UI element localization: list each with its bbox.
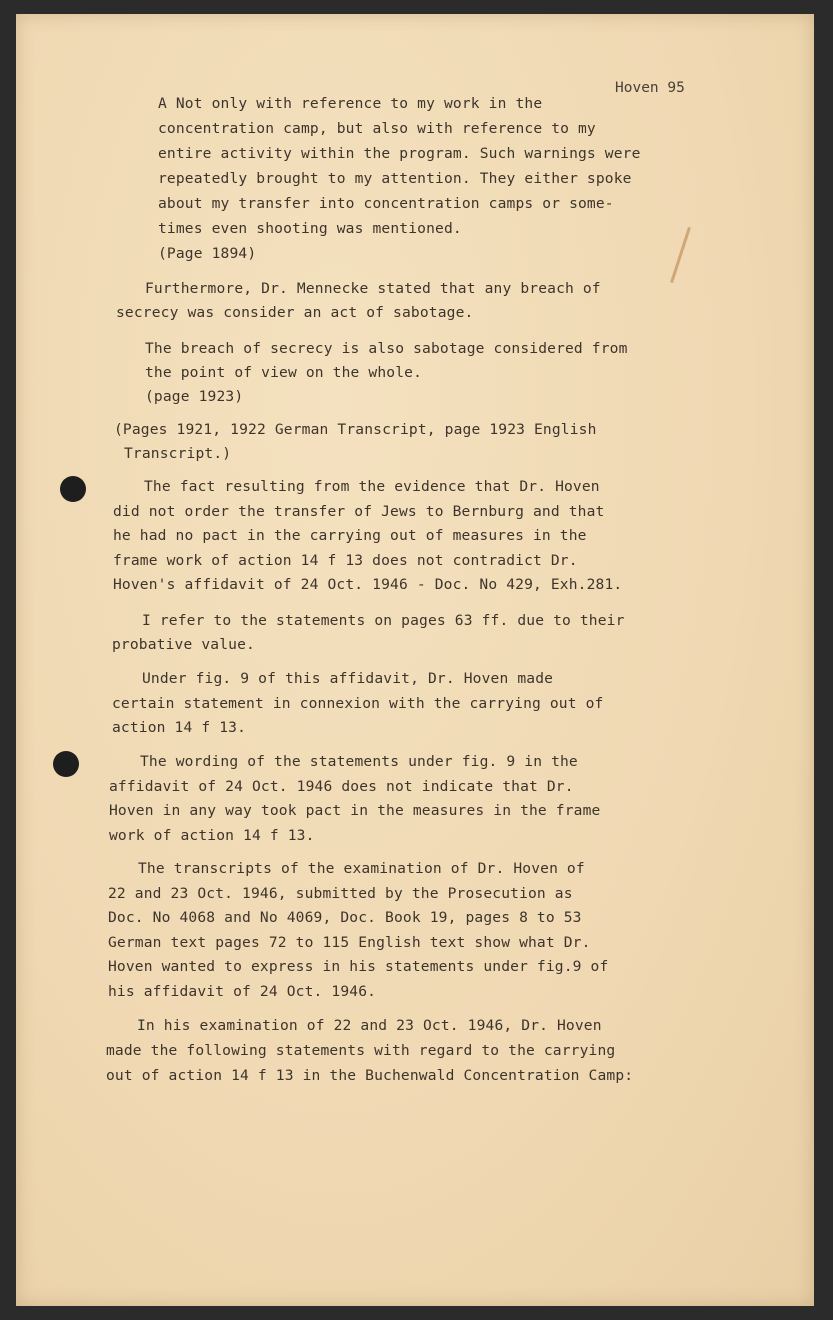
text-line: affidavit of 24 Oct. 1946 does not indicate that Dr. bbox=[109, 777, 574, 795]
text-line: the point of view on the whole. bbox=[145, 364, 423, 381]
page-number: Hoven 95 bbox=[615, 80, 685, 96]
text-line: (page 1923) bbox=[145, 388, 244, 405]
text-line: frame work of action 14 f 13 does not contradict Dr. bbox=[113, 551, 578, 569]
text-line: about my transfer into concentration camps or some- bbox=[158, 195, 614, 212]
text-line: concentration camp, but also with reference to my bbox=[158, 120, 596, 137]
text-line: (Page 1894) bbox=[158, 245, 257, 262]
text-line: (Pages 1921, 1922 German Transcript, page 1923 English bbox=[114, 421, 597, 438]
text-line: A Not only with reference to my work in the bbox=[158, 95, 543, 112]
text-line: entire activity within the program. Such warnings were bbox=[158, 145, 641, 162]
text-line: his affidavit of 24 Oct. 1946. bbox=[108, 982, 377, 1000]
pencil-mark bbox=[670, 227, 691, 283]
text-line: made the following statements with regard to the carrying bbox=[106, 1042, 616, 1059]
text-line: The breach of secrecy is also sabotage considered from bbox=[145, 340, 628, 357]
text-line: Under fig. 9 of this affidavit, Dr. Hoven made bbox=[142, 670, 554, 687]
text-line: In his examination of 22 and 23 Oct. 1946, Dr. Hoven bbox=[137, 1017, 602, 1034]
text-line: times even shooting was mentioned. bbox=[158, 220, 462, 237]
text-line: action 14 f 13. bbox=[112, 719, 247, 736]
text-line: he had no pact in the carrying out of measures in the bbox=[113, 527, 587, 544]
text-line: probative value. bbox=[112, 636, 255, 653]
text-line: work of action 14 f 13. bbox=[109, 826, 315, 844]
text-line: did not order the transfer of Jews to Bernburg and that bbox=[113, 502, 605, 520]
text-line: Doc. No 4068 and No 4069, Doc. Book 19, pages 8 to 53 bbox=[108, 909, 582, 926]
text-line: 22 and 23 Oct. 1946, submitted by the Prosecution as bbox=[108, 884, 573, 902]
punch-hole bbox=[60, 476, 86, 502]
text-line: Transcript.) bbox=[124, 445, 232, 462]
text-line: certain statement in connexion with the carrying out of bbox=[112, 694, 604, 712]
text-line: The wording of the statements under fig. 9 in the bbox=[140, 753, 578, 770]
text-line: The fact resulting from the evidence that Dr. Hoven bbox=[144, 478, 600, 495]
text-line: repeatedly brought to my attention. They either spoke bbox=[158, 170, 632, 187]
text-line: Hoven's affidavit of 24 Oct. 1946 - Doc. No 429, Exh.281. bbox=[113, 576, 623, 593]
punch-hole bbox=[53, 751, 79, 777]
text-line: secrecy was consider an act of sabotage. bbox=[116, 304, 474, 321]
text-line: Hoven in any way took pact in the measures in the frame bbox=[109, 802, 601, 819]
text-line: Furthermore, Dr. Mennecke stated that any breach of bbox=[145, 280, 601, 297]
text-line: out of action 14 f 13 in the Buchenwald Concentration Camp: bbox=[106, 1067, 634, 1084]
text-line: Hoven wanted to express in his statements under fig.9 of bbox=[108, 958, 609, 975]
text-line: I refer to the statements on pages 63 ff. due to their bbox=[142, 612, 625, 629]
text-line: The transcripts of the examination of Dr. Hoven of bbox=[138, 860, 585, 877]
text-line: German text pages 72 to 115 English text show what Dr. bbox=[108, 933, 591, 951]
